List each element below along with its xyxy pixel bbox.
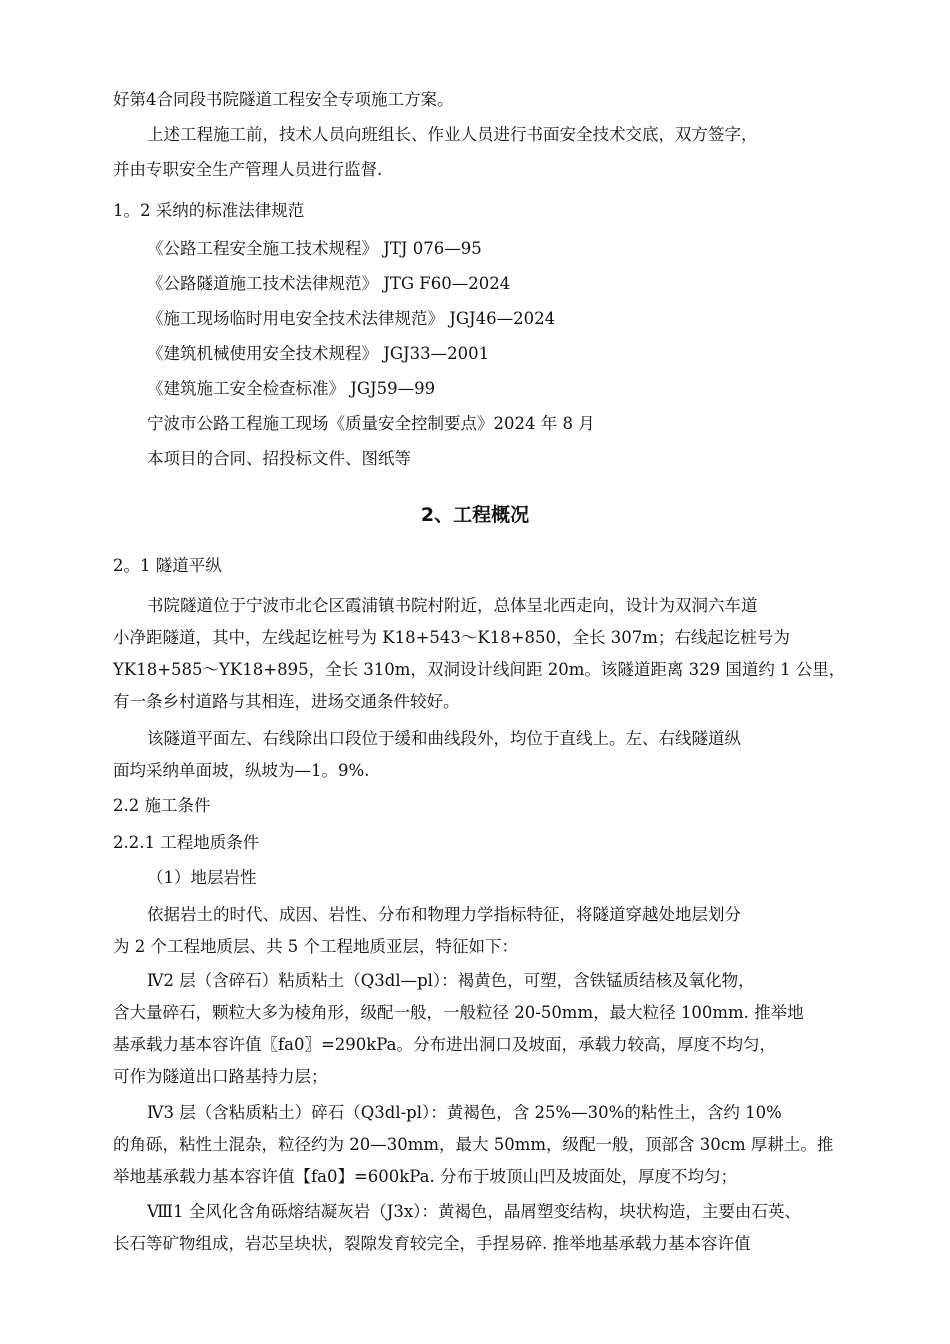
paragraph-line: 可作为隧道出口路基持力层； (113, 1067, 328, 1086)
standard-item: 《建筑机械使用安全技术规程》 JGJ33—2001 (147, 344, 490, 363)
section-1-2-heading: 1。2 采纳的标准法律规范 (113, 201, 305, 220)
section-2-2-heading: 2.2 施工条件 (113, 796, 211, 815)
standard-item: 《公路隧道施工技术法律规范》 JTG F60—2024 (147, 274, 511, 293)
standard-item: 《公路工程安全施工技术规程》 JTJ 076—95 (147, 239, 482, 258)
section-2-1-heading: 2。1 隧道平纵 (113, 556, 222, 575)
paragraph-line: YK18+585～YK18+895，全长 310m，双洞设计线间距 20m。该隧道距离 329 国道约 1 公里， (113, 660, 846, 679)
paragraph-line: 举地基承载力基本容许值【fa0】=600kPa. 分布于坡顶山凹及坡面处，厚度不均匀； (113, 1167, 737, 1186)
intro-line-1: 好第4合同段书院隧道工程安全专项施工方案。 (113, 90, 454, 109)
paragraph-line: 长石等矿物组成，岩芯呈块状，裂隙发育较完全，手捏易碎. 推举地基承载力基本容许值 (113, 1234, 751, 1253)
paragraph-line: 含大量碎石，颗粒大多为棱角形，级配一般，一般粒径 20-50mm，最大粒径 100mm. 推举地 (113, 1003, 804, 1022)
section-2-title: 2、工程概况 (420, 504, 530, 526)
paragraph-line: 的角砾，粘性土混杂，粒径约为 20—30mm，最大 50mm，级配一般，顶部含 30cm 厚耕土。推 (113, 1135, 834, 1154)
intro-line-3: 并由专职安全生产管理人员进行监督. (113, 160, 383, 179)
paragraph-line: 面均采纳单面坡，纵坡为—1。9%. (113, 761, 370, 780)
section-2-2-1-heading: 2.2.1 工程地质条件 (113, 833, 260, 852)
standard-item: 本项目的合同、招投标文件、图纸等 (147, 449, 411, 468)
paragraph-line: 为 2 个工程地质层、共 5 个工程地质亚层，特征如下： (113, 937, 518, 956)
paragraph-line: 依据岩土的时代、成因、岩性、分布和物理力学指标特征，将隧道穿越处地层划分 (147, 905, 741, 924)
paragraph-line: Ⅳ2 层（含碎石）粘质粘土（Q3dl—pl）：褐黄色，可塑，含铁锰质结核及氧化物， (147, 971, 755, 990)
paragraph-line: 书院隧道位于宁波市北仑区霞浦镇书院村附近，总体呈北西走向，设计为双洞六车道 (147, 596, 758, 615)
paragraph-line: Ⅳ3 层（含粘质粘土）碎石（Q3dl-pl）：黄褐色，含 25%—30%的粘性土，含约 10% (147, 1103, 782, 1122)
paragraph-line: 该隧道平面左、右线除出口段位于缓和曲线段外，均位于直线上。左、右线隧道纵 (147, 729, 741, 748)
paragraph-line: 有一条乡村道路与其相连，进场交通条件较好。 (113, 692, 460, 711)
intro-line-2: 上述工程施工前，技术人员向班组长、作业人员进行书面安全技术交底，双方签字， (147, 125, 758, 144)
paragraph-line: 小净距隧道，其中，左线起讫桩号为 K18+543～K18+850，全长 307m；右线起讫桩号为 (113, 628, 790, 647)
paragraph-line: 基承载力基本容许值〖fa0〗=290kPa。分布进出洞口及坡面，承载力较高，厚度不均匀， (113, 1035, 776, 1054)
paragraph-line: Ⅷ1 全风化含角砾熔结凝灰岩（J3x）：黄褐色，晶屑塑变结构，块状构造，主要由石英、 (147, 1202, 801, 1221)
list-item-label: （1）地层岩性 (147, 868, 257, 887)
standard-item: 《建筑施工安全检查标准》 JGJ59—99 (147, 379, 436, 398)
standard-item: 《施工现场临时用电安全技术法律规范》 JGJ46—2024 (147, 309, 556, 328)
standard-item: 宁波市公路工程施工现场《质量安全控制要点》2024 年 8 月 (147, 414, 595, 433)
